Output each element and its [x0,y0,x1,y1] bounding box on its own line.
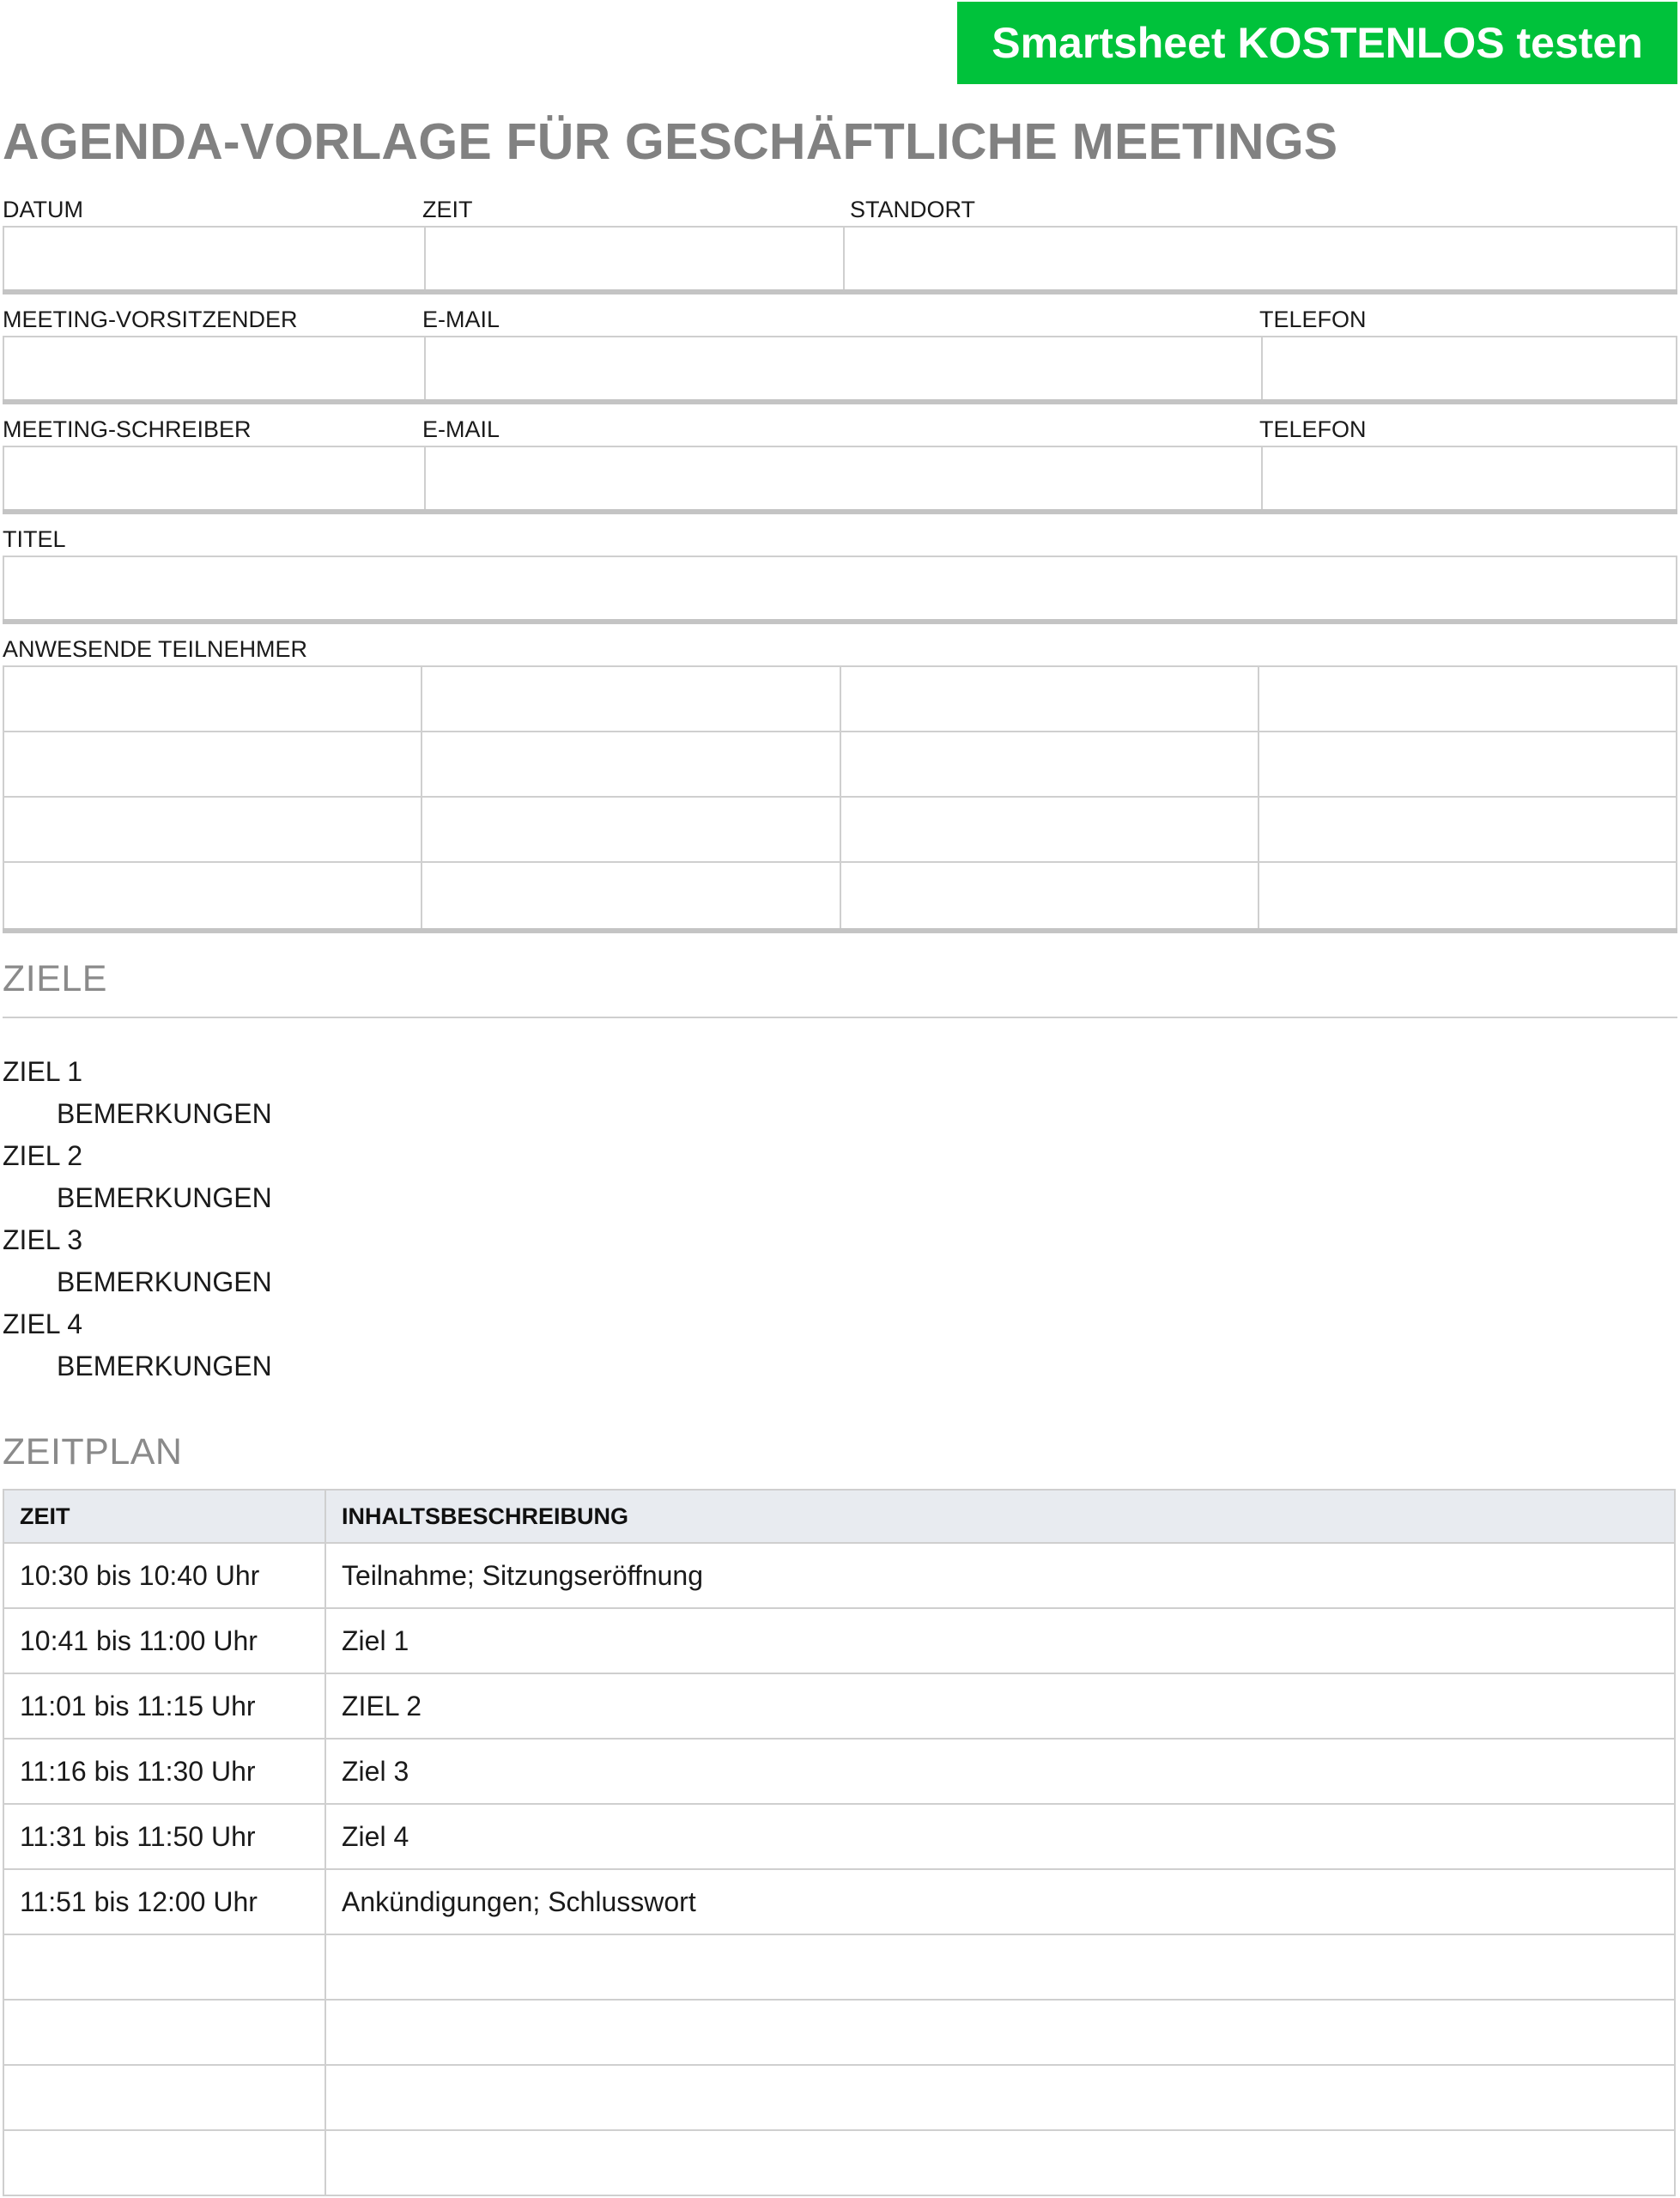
schedule-content-cell[interactable]: Ziel 3 [325,1739,1675,1804]
attendees-grid [3,665,1677,928]
attendee-cell[interactable] [1258,667,1676,731]
schedule-time-cell[interactable]: 10:41 bis 11:00 Uhr [3,1608,325,1673]
page-title: AGENDA-VORLAGE FÜR GESCHÄFTLICHE MEETINGS [3,113,1338,170]
attendee-cell[interactable] [840,732,1258,796]
attendee-cell[interactable] [4,667,421,731]
schedule-content-cell[interactable]: Ankündigungen; Schlusswort [325,1869,1675,1934]
schedule-time-cell[interactable]: 11:16 bis 11:30 Uhr [3,1739,325,1804]
vorsitzender-email-field[interactable] [424,337,1261,399]
schedule-time-cell[interactable] [3,1934,325,2000]
schedule-table [3,1489,1676,2196]
zeit-field[interactable] [424,228,843,289]
titel-field[interactable] [4,557,1676,619]
schedule-time-cell[interactable]: 11:01 bis 11:15 Uhr [3,1673,325,1739]
vorsitzender-telefon-field[interactable] [1261,337,1676,399]
email-label: E-MAIL [422,416,500,442]
goal-note: BEMERKUNGEN [57,1182,272,1213]
schedule-time-cell[interactable]: 11:31 bis 11:50 Uhr [3,1804,325,1869]
chair-section [3,307,1677,404]
schedule-content-cell[interactable]: ZIEL 2 [325,1673,1675,1739]
attendee-cell[interactable] [1258,798,1676,861]
schedule-row [3,1804,1675,1869]
attendees-row [4,667,1676,732]
date-time-location-section [3,197,1677,294]
goal-title: ZIEL 2 [3,1140,83,1171]
attendee-cell[interactable] [1258,732,1676,796]
attendee-cell[interactable] [421,732,839,796]
vorsitzender-label: MEETING-VORSITZENDER [3,307,298,332]
attendee-cell[interactable] [4,798,421,861]
title-section [3,526,1677,624]
attendee-cell[interactable] [4,863,421,928]
schedule-time-cell[interactable] [3,2130,325,2195]
attendees-row [4,863,1676,928]
zeitplan-heading: ZEITPLAN [3,1431,183,1472]
try-smartsheet-free-button[interactable]: Smartsheet KOSTENLOS testen [957,2,1677,84]
goals-list [3,1051,775,1387]
zeit-label: ZEIT [422,197,473,222]
schedule-time-cell[interactable] [3,2000,325,2065]
schedule-row [3,2130,1675,2195]
schedule-content-cell[interactable] [325,2130,1675,2195]
divider [3,289,1677,294]
scribe-section [3,416,1677,514]
schreiber-field[interactable] [4,447,424,509]
attendees-label: ANWESENDE TEILNEHMER [3,636,308,662]
attendee-cell[interactable] [4,732,421,796]
titel-label: TITEL [3,526,66,552]
schedule-header-inhalt: INHALTSBESCHREIBUNG [325,1490,1675,1543]
schedule-row [3,1673,1675,1739]
attendee-cell[interactable] [840,798,1258,861]
telefon-label: TELEFON [1259,416,1367,442]
ziele-heading: ZIELE [3,958,107,999]
schedule-row [3,1543,1675,1608]
standort-label: STANDORT [850,197,976,222]
divider [3,509,1677,514]
divider [3,619,1677,624]
schedule-row [3,1739,1675,1804]
attendee-cell[interactable] [421,798,839,861]
schedule-time-cell[interactable]: 11:51 bis 12:00 Uhr [3,1869,325,1934]
ziele-rule [3,1017,1677,1018]
attendee-cell[interactable] [840,667,1258,731]
schedule-content-cell[interactable] [325,1934,1675,2000]
schedule-content-cell[interactable]: Ziel 4 [325,1804,1675,1869]
schedule-row [3,1869,1675,1934]
vorsitzender-field[interactable] [4,337,424,399]
goal-title: ZIEL 3 [3,1224,83,1255]
attendees-section [3,636,1677,933]
schedule-row [3,1934,1675,2000]
schreiber-email-field[interactable] [424,447,1261,509]
schreiber-telefon-field[interactable] [1261,447,1676,509]
schedule-time-cell[interactable]: 10:30 bis 10:40 Uhr [3,1543,325,1608]
goal-title: ZIEL 1 [3,1056,83,1087]
attendees-row [4,732,1676,798]
attendee-cell[interactable] [1258,863,1676,928]
datum-field[interactable] [4,228,424,289]
schedule-header-row [3,1490,1675,1543]
schedule-row [3,1608,1675,1673]
goal-note: BEMERKUNGEN [57,1266,272,1297]
divider [3,399,1677,404]
datum-label: DATUM [3,197,83,222]
goal-title: ZIEL 4 [3,1308,83,1339]
divider [3,928,1677,933]
schedule-row [3,2000,1675,2065]
goal-note: BEMERKUNGEN [57,1098,272,1129]
attendee-cell[interactable] [421,863,839,928]
schedule-content-cell[interactable] [325,2065,1675,2130]
telefon-label: TELEFON [1259,307,1367,332]
schedule-content-cell[interactable]: Ziel 1 [325,1608,1675,1673]
schedule-row [3,2065,1675,2130]
attendees-row [4,798,1676,863]
schedule-content-cell[interactable] [325,2000,1675,2065]
goal-note: BEMERKUNGEN [57,1351,272,1381]
attendee-cell[interactable] [840,863,1258,928]
attendee-cell[interactable] [421,667,839,731]
schreiber-label: MEETING-SCHREIBER [3,416,252,442]
standort-field[interactable] [843,228,1676,289]
schedule-header-zeit: ZEIT [3,1490,325,1543]
schedule-content-cell[interactable]: Teilnahme; Sitzungseröffnung [325,1543,1675,1608]
schedule-time-cell[interactable] [3,2065,325,2130]
email-label: E-MAIL [422,307,500,332]
